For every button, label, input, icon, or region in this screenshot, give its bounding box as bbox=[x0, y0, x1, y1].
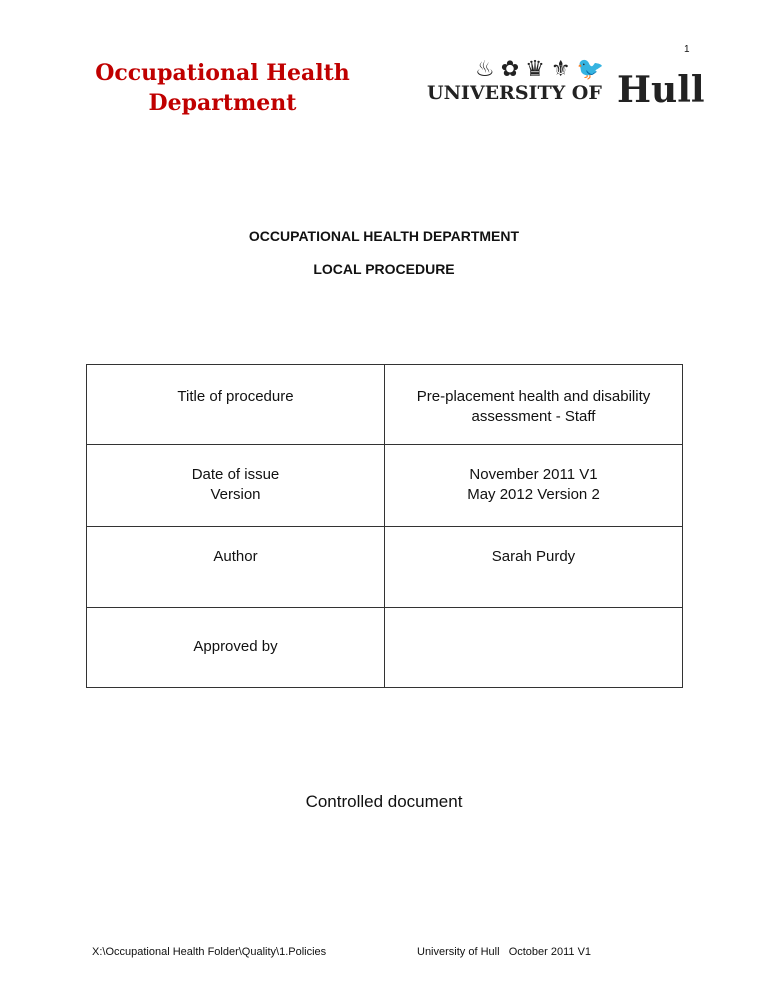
table-row bbox=[87, 445, 683, 527]
department-line2: Department bbox=[148, 90, 297, 116]
footer-path: X:\Occupational Health Folder\Quality\1.Policies bbox=[92, 946, 327, 958]
value-line: November 2011 V1 bbox=[469, 466, 598, 483]
table-row bbox=[87, 527, 683, 608]
label-line: Version bbox=[210, 486, 261, 503]
heading-department: OCCUPATIONAL HEALTH DEPARTMENT bbox=[248, 228, 520, 244]
value-cell bbox=[385, 445, 683, 527]
label-cell: Title of procedure bbox=[87, 365, 385, 445]
logo-hull: Hull bbox=[617, 69, 705, 111]
page-number: 1 bbox=[684, 44, 690, 55]
value-line: Pre-placement health and disability bbox=[416, 388, 651, 405]
procedure-table bbox=[86, 364, 683, 688]
label-cell: Approved by bbox=[87, 608, 385, 688]
label-line: Date of issue bbox=[191, 466, 280, 483]
value-cell bbox=[385, 608, 683, 688]
department-title bbox=[60, 58, 385, 118]
university-logo bbox=[427, 56, 705, 111]
logo-wordmark: UNIVERSITY OF bbox=[427, 82, 602, 104]
value-cell bbox=[385, 365, 683, 445]
label-cell bbox=[87, 445, 385, 527]
label-cell: Author bbox=[87, 527, 385, 608]
value-line: assessment - Staff bbox=[471, 408, 596, 425]
footer-version: University of Hull October 2011 V1 bbox=[417, 946, 592, 958]
value-line: May 2012 Version 2 bbox=[467, 486, 600, 503]
controlled-document-label: Controlled document bbox=[305, 792, 463, 811]
table-row bbox=[87, 608, 683, 688]
table-row bbox=[87, 365, 683, 445]
department-line1: Occupational Health bbox=[95, 60, 350, 86]
crest-icons: ♨✿♛⚜🐦 bbox=[475, 56, 610, 81]
value-cell: Sarah Purdy bbox=[385, 527, 683, 608]
heading-procedure: LOCAL PROCEDURE bbox=[313, 261, 455, 277]
